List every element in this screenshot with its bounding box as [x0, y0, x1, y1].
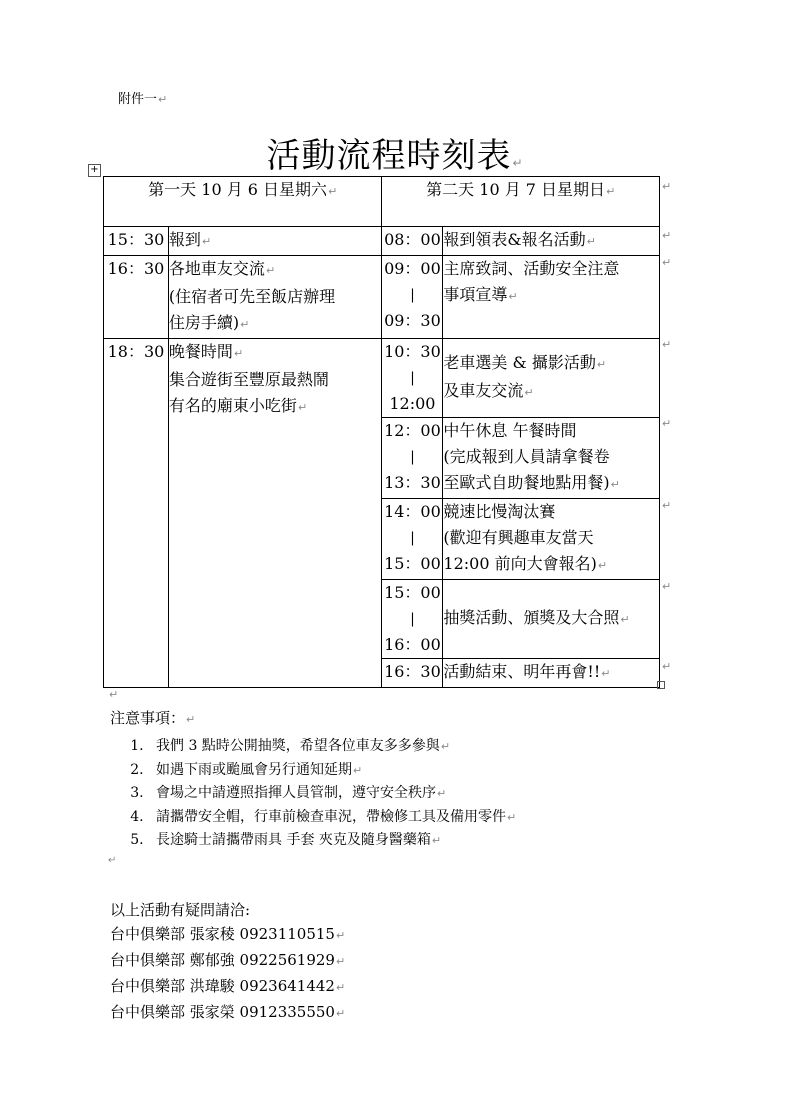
time-cell: 10：30 | 12:00: [382, 339, 443, 418]
table-row: [104, 227, 660, 256]
table-move-handle-icon[interactable]: +: [88, 164, 101, 177]
time-cell: 15：00 | 16：00: [382, 580, 443, 659]
page-title: 活動流程時刻表↵: [266, 136, 524, 176]
row-end-mark: ↵: [662, 256, 672, 269]
notes-title: 注意事項：: [110, 709, 186, 727]
list-item: 4. 請攜帶安全帽，行車前檢查車況，帶檢修工具及備用零件↵: [148, 806, 670, 830]
annex-label: 附件一↵: [118, 92, 168, 107]
time-cell: 16：30: [382, 659, 443, 688]
row-end-mark: ↵: [662, 417, 672, 430]
paragraph-mark: ↵: [109, 688, 119, 701]
activity-cell: 抽獎活動、頒獎及大合照↵: [443, 580, 660, 659]
activity-cell: 晚餐時間↵ 集合遊街至豐原最熱鬧 有名的廟東小吃街↵: [168, 339, 382, 688]
contact-line: 台中俱樂部 洪瑋駿 0923641442↵: [110, 977, 346, 995]
paragraph-mark: ↵: [108, 855, 117, 866]
table-row: [104, 339, 660, 418]
activity-cell: 報到領表&報名活動↵: [443, 227, 660, 256]
activity-cell: 報到↵: [168, 227, 382, 256]
contact-line: 台中俱樂部 張家榮 0912335550↵: [110, 1003, 346, 1021]
notes-section: 注意事項：↵ 1. 我們 3 點時公開抽獎，希望各位車友多多參與↵ 2. 如遇下雨或颱風會另行通知延期↵ 3. 會場之中請遵照指揮人員管制，遵守安全秩序↵ 4. 請攜帶安全帽，行車前檢查車況，帶檢修工具及備用零件↵ 5. 長途騎士請攜帶雨具 手套 夾克及隨身醫藥箱↵: [110, 707, 670, 853]
row-end-mark: ↵: [662, 580, 672, 593]
table-resize-handle[interactable]: [657, 681, 665, 689]
notes-list: [110, 735, 670, 853]
row-end-mark: ↵: [662, 229, 672, 242]
table-row: [104, 256, 660, 339]
time-cell: 12：00 | 13：30: [382, 418, 443, 499]
activity-cell: 主席致詞、活動安全注意 事項宣導↵: [443, 256, 660, 339]
table-header-row: [104, 177, 660, 227]
contact-line: 台中俱樂部 張家稜 0923110515↵: [110, 925, 346, 943]
day1-header: 第一天 10 月 6 日星期六↵: [104, 177, 382, 227]
activity-cell: 競速比慢淘汰賽 (歡迎有興趣車友當天 12:00 前向大會報名)↵: [443, 499, 660, 580]
time-cell: 14：00 | 15：00: [382, 499, 443, 580]
activity-cell: 老車選美 & 攝影活動↵ 及車友交流↵: [443, 339, 660, 418]
activity-cell: 中午休息 午餐時間 (完成報到人員請拿餐卷 至歐式自助餐地點用餐)↵: [443, 418, 660, 499]
list-item: 5. 長途騎士請攜帶雨具 手套 夾克及隨身醫藥箱↵: [148, 829, 670, 853]
time-cell: 15：30: [104, 227, 169, 256]
time-cell: 08：00: [382, 227, 443, 256]
row-end-mark: ↵: [662, 660, 672, 673]
time-cell: 09：00 | 09：30: [382, 256, 443, 339]
paragraph-mark: ↵: [158, 93, 168, 106]
row-end-mark: ↵: [662, 338, 672, 351]
time-cell: 16：30: [104, 256, 169, 339]
contact-intro: 以上活動有疑問請洽:: [110, 901, 251, 919]
schedule-table: [103, 176, 660, 688]
list-item: 3. 會場之中請遵照指揮人員管制，遵守安全秩序↵: [148, 782, 670, 806]
list-item: 1. 我們 3 點時公開抽獎，希望各位車友多多參與↵: [148, 735, 670, 759]
list-item: 2. 如遇下雨或颱風會另行通知延期↵: [148, 759, 670, 783]
day2-header: 第二天 10 月 7 日星期日↵: [382, 177, 660, 227]
contact-line: 台中俱樂部 鄭郁強 0922561929↵: [110, 951, 346, 969]
row-end-mark: ↵: [662, 499, 672, 512]
contact-section: [110, 898, 345, 1026]
activity-cell: 各地車友交流↵ (住宿者可先至飯店辦理 住房手續)↵: [168, 256, 382, 339]
paragraph-mark: ↵: [512, 156, 524, 170]
time-cell: 18：30: [104, 339, 169, 688]
row-end-mark: ↵: [662, 180, 672, 193]
activity-cell: 活動結束、明年再會!!↵: [443, 659, 660, 688]
